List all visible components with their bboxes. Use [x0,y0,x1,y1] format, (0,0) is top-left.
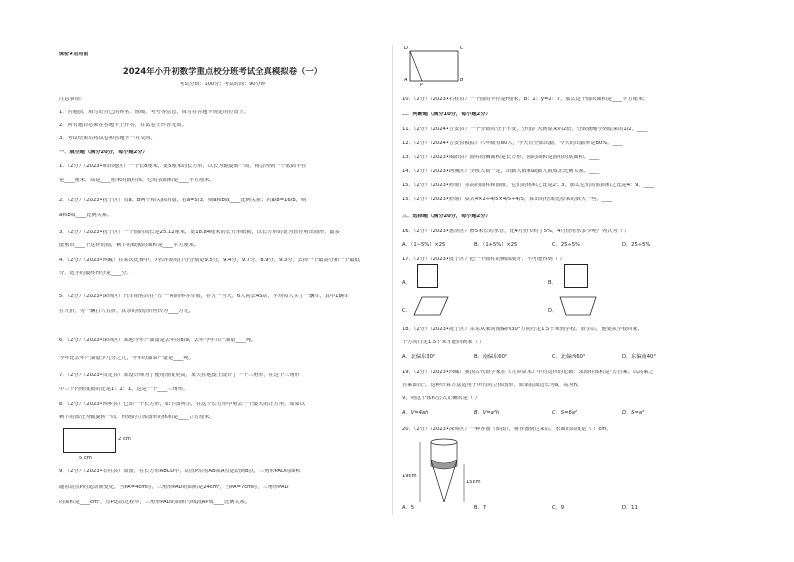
paper-subtitle: 考试分数：100分；考试时间：90分钟 [179,82,266,87]
right-column [402,0,752,562]
option-b[interactable]: B．V=a²h [474,410,500,416]
option-c[interactable]: C． [402,308,411,314]
tall-rectangle-shape [417,264,438,288]
question-line: 自乘即次"。这种计算方法适用于所有的立体图形，如果底面边长为a，高为h， [402,383,583,388]
option-c[interactable]: C．S=6a² [552,410,578,416]
question-line: 是____厘米，高是____厘米的圆柱体，它的表面积是____平方厘米。 [59,178,215,183]
section-heading: 三．选择题（满分20分，每小题2分） [402,214,491,219]
option-c[interactable]: C．北偏西60° [552,354,586,360]
question-line: 15．（2分）（2023•黔南）算式4×2÷4/5×4/5÷4/5，算出的结果比原来的数大一些。____ [402,197,613,202]
question-line: 随着动点P的运动而变化，当PA=4cm时，三角形PAD的面积是24cm²，当PA=7cm时，三角形PAD [59,485,289,490]
option-d[interactable]: D．11 [622,505,638,511]
note-item: 3．考试结束后将试卷和答题卡一并交回。 [59,136,156,141]
left-column [55,0,390,562]
option-b[interactable]: B．南偏东60° [474,354,508,360]
question-line: 今年比去年产油量少几分之几，今年的油菜产量是____吨。 [59,356,194,361]
question-line: 18．（2分）（2023•抚宁区）东东从家向南偏西30°方向行走1.5千米到学校。放学后，他要从学校回家， [402,327,643,332]
question-line: 能剪出____个这样的圆，剩下的纸板的面积是____平方厘米。 [59,243,200,248]
question-line: 10．（2分）（2023•石柱县）一个圆的半径是r厘米，B：2：y=2：7，那么这个圆的面积是____平方厘米。 [402,97,649,102]
question-line: 14．（2分）（2023•阿城区）全班人数一定，出勤人数和缺勤人数成正比例关系。____ [402,169,600,174]
question-line: 的面积是____cm²，点P运动过程中，三角形PAD的面积与线段AP成____比例关系。 [59,500,250,505]
question-line: 7．（2分）（2023•贵定县）某设计师为了使用准度更高，某天在地图上设计了一个三角形，在这个三角形 [59,373,300,378]
option-a[interactable]: A．（1−5%）×25 [402,242,446,248]
rectangle-figure [63,428,116,453]
option-a[interactable]: A． [402,280,411,286]
question-line: 20．（2分）（2023•深圳区）一种容器（如图），将容器倒过来后，水面的高度是（ ）cm。 [402,427,612,432]
question-line: 9．（2分）（2023•石柱县）如图，在长方形ABCD中，动点P沿着AB从A点运动到B点，三角形PAD的面积 [59,469,301,474]
option-c[interactable]: C．25÷5% [552,242,580,248]
option-d[interactable]: D．25÷5% [622,242,651,248]
question-line: 16．（2分）（2023•惠济区）修5米长的水管，比4月份节约了5%，4月份用水多少吨？列式为（ ） [402,229,630,234]
option-b[interactable]: B．7 [474,505,487,511]
outer-height-label: 19cm [402,474,417,479]
option-a[interactable]: A．北偏东30° [402,354,436,360]
question-line: 11．（2分）（2024•吉安县）一个分数的分子不变，分母扩大到原来的2倍，分数就缩小到原来的1/2。____ [402,127,648,132]
question-line: 剩下的部分为轴旋转一周，得到的立体图形的体积是____立方厘米。 [59,415,215,420]
inner-height-label: 15cm [466,480,481,485]
parallelogram-shape [412,295,452,317]
note-item: 2．所有题目必须在答题卡上作答，在试卷上作答无效。 [59,123,187,128]
figure-height-label: 2 cm [118,437,131,442]
note-item: 1．答题前，填写好自己的姓名、班级、考号等信息，填写在答题卡规定的位置上。 [59,110,250,115]
question-line: 5．（2分）（2023•深圳区）汽车销售店在"五一"期间举办车展，在五一当天，6人同去4S店，平均每人买了一辆车，其中1辆车 [59,294,349,299]
option-c[interactable]: C．9 [552,505,565,511]
question-line: 8．（2分）（2023•西乡县）已知一个长方形，如下图所示，在这个长方形中剪去一个最大的正方形，如果以 [59,402,305,407]
question-line: 个方向行走1.5千米才能回到家（ ） [402,340,485,345]
notes-heading: 注意事项： [59,97,85,102]
vertex-label: D [404,46,408,51]
option-a[interactable]: A．5 [402,505,415,511]
question-line: 3．（2分）（2023•抚宁区）一个圆的周长是25.12厘米，宽18.84厘米的长方形纸板，以长方形的宽为直径剪出圆形，最多 [59,230,340,235]
question-line: 4．（2分）（2023•西藏）在某次比赛中，7名评委的打分分别是9.5分，9.4分，9.7分，8.9分，9.3分。去掉一个最高分和一个最低 [59,258,360,263]
vertex-label: C [460,46,464,51]
figure-width-label: 5 cm [79,456,92,461]
paper-title: 2024年小升初数学重点校分班考试全真模拟卷（一） [122,67,323,76]
question-line: 19．（2分）（2023•西藏）我国古代数学家在《九章算术》中有这样的记载：求圆柱体积是"方自乘，以高乘之 [402,370,654,375]
question-line: 12．（2分）（2024•吉安县模拟）六年级有80人，今天有全部出勤，今天的出勤率是80%。____ [402,141,623,146]
container-figure [414,436,474,504]
section-heading: 二．判断题（满分10分，每小题2分） [402,112,491,117]
option-b[interactable]: B．（1+5%）×25 [474,242,518,248]
question-line: 中三个内角度数的比是1：2：1，这是一个____三角形。 [59,387,189,392]
question-line: 17．（2分）（2023•抚宁区）把一个圆柱的侧面展开，不可能得到（ ） [402,257,565,262]
option-b[interactable]: B． [548,280,557,286]
question-line: 6．（2分）（2023•深圳区）某地今年产油量是去年的8/9，去年今年共产油量____吨。 [59,338,257,343]
question-line: 2．（2分）（2023•抚宁区）有a、b两个相关联的量，若a=5/3，则a和b成____比例关系；若a/8=16/b，则 [59,198,307,203]
rectangle-abcd-figure [404,45,464,89]
option-a[interactable]: A．V=4ah [402,410,429,416]
question-line: a和b成____比例关系。 [59,213,113,218]
question-line: V。则这个体积公式正确的是（ ） [402,396,480,401]
vertex-label: P [420,83,424,88]
question-line: 15．（2分）（2023•黔南）等高的圆柱和圆锥，它们的体积之比是2：3，那么它们的底面积之比是4：9。____ [402,183,655,188]
option-d[interactable]: D． [548,308,558,314]
option-d[interactable]: D．东偏南40° [622,354,656,360]
square-shape [564,264,588,288]
vertex-label: A [404,78,408,83]
question-line: 打九折，另一辆打八五折，其余的按原价售价为____万元。 [59,309,194,314]
question-line: 1．（2分）（2023•和田地区）一个长8厘米，宽5厘米的长方形，以长为轴旋转一周，将会得到一个底面半径 [59,164,307,169]
question-line: 分，选手的最终得分是____分。 [59,271,132,276]
section-heading: 一．填空题（满分20分，每小题2分） [59,150,148,155]
option-d[interactable]: D．S=a³ [622,410,645,416]
vertex-label: B [460,78,464,83]
column-divider [392,45,393,515]
trapezoid-shape [558,295,598,317]
secret-mark: 保密★启用前 [59,52,89,57]
question-line: 13．（2分）（2023•揭阳县）圆柱的侧面积是长方形，圆的面积是圆柱的底面积。____ [402,155,600,160]
